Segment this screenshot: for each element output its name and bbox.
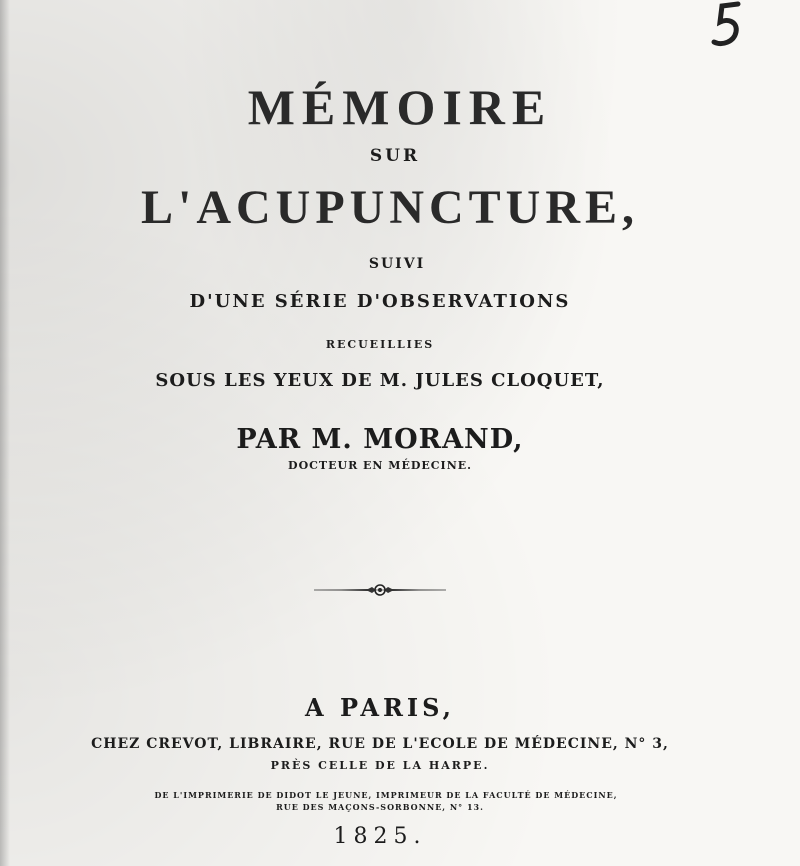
- imprint-publisher-location: PRÈS CELLE DE LA HARPE.: [270, 759, 490, 772]
- title-connector-suivi: SUIVI: [368, 256, 426, 272]
- imprint-city: A PARIS,: [305, 693, 455, 722]
- book-title: MÉMOIRE: [247, 79, 553, 135]
- subtitle-series: D'UNE SÉRIE D'OBSERVATIONS: [189, 291, 571, 312]
- subtitle-supervision: SOUS LES YEUX DE M. JULES CLOQUET,: [155, 370, 605, 391]
- handwritten-mark-icon: [708, 0, 748, 50]
- title-connector-sur: SUR: [369, 146, 421, 166]
- imprint-printer-line: DE L'IMPRIMERIE DE DIDOT LE JEUNE, IMPRIMEUR DE LA FACULTÉ DE MÉDECINE,: [154, 790, 618, 800]
- author-line: PAR M. MORAND,: [236, 424, 524, 455]
- imprint-printer-address: RUE DES MAÇONS-SORBONNE, N° 13.: [276, 802, 484, 812]
- subtitle-recueillies: RECUEILLIES: [325, 338, 435, 351]
- imprint-publisher: CHEZ CREVOT, LIBRAIRE, RUE DE L'ECOLE DE MÉDECINE, N° 3,: [91, 736, 669, 752]
- author-credential: DOCTEUR EN MÉDECINE.: [288, 459, 472, 472]
- imprint-year: 1825.: [333, 824, 427, 849]
- book-subject: L'ACUPUNCTURE,: [140, 181, 639, 234]
- decorative-rule-icon: [312, 582, 448, 598]
